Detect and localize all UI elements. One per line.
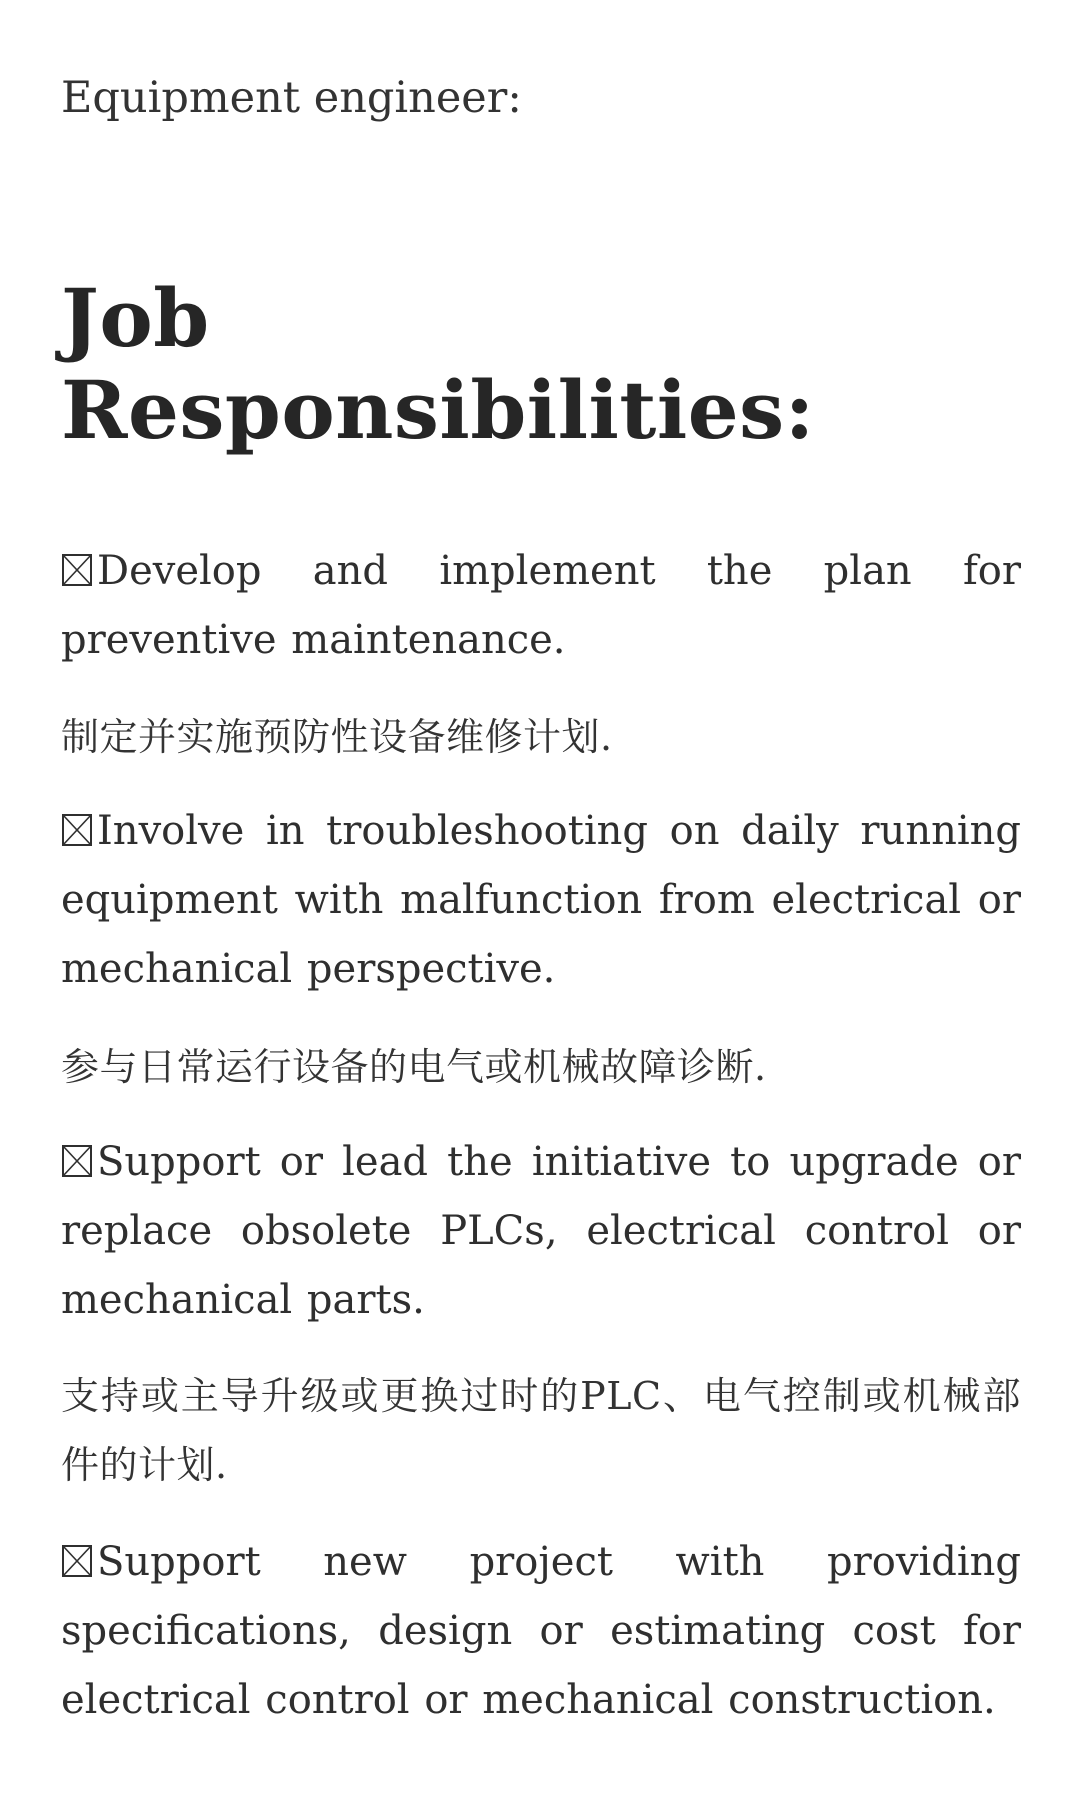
missing-glyph-box-icon bbox=[61, 553, 93, 587]
responsibility-en-text-2: Involve in troubleshooting on daily running equipment with malfunction from electrical or mechanical perspective. bbox=[61, 808, 1021, 992]
responsibility-en-text-1: Develop and implement the plan for preventive maintenance. bbox=[61, 548, 1021, 663]
heading-line-2: Responsibilities: bbox=[61, 363, 815, 457]
missing-glyph-box-icon bbox=[61, 1544, 93, 1578]
responsibility-zh-1: 制定并实施预防性设备维修计划. bbox=[61, 715, 613, 759]
missing-glyph-box-icon bbox=[61, 813, 93, 847]
responsibility-en-3 bbox=[61, 1128, 1021, 1335]
responsibility-en-text-3: Support or lead the initiative to upgrade or replace obsolete PLCs, electrical control or mechanical parts. bbox=[61, 1139, 1021, 1323]
responsibility-zh-3: 支持或主导升级或更换过时的PLC、电气控制或机械部件的计划. bbox=[61, 1374, 1021, 1487]
section-heading bbox=[61, 272, 815, 456]
responsibility-en-4 bbox=[61, 1528, 1021, 1735]
responsibility-en-text-4: Support new project with providing specifications, design or estimating cost for electrical control or mechanical construction. bbox=[61, 1539, 1021, 1723]
responsibility-zh-2: 参与日常运行设备的电气或机械故障诊断. bbox=[61, 1045, 767, 1089]
role-title: Equipment engineer: bbox=[61, 73, 522, 123]
responsibility-en-1 bbox=[61, 537, 1021, 675]
heading-line-1: Job bbox=[61, 271, 210, 365]
responsibility-en-2 bbox=[61, 797, 1021, 1004]
missing-glyph-box-icon bbox=[61, 1144, 93, 1178]
